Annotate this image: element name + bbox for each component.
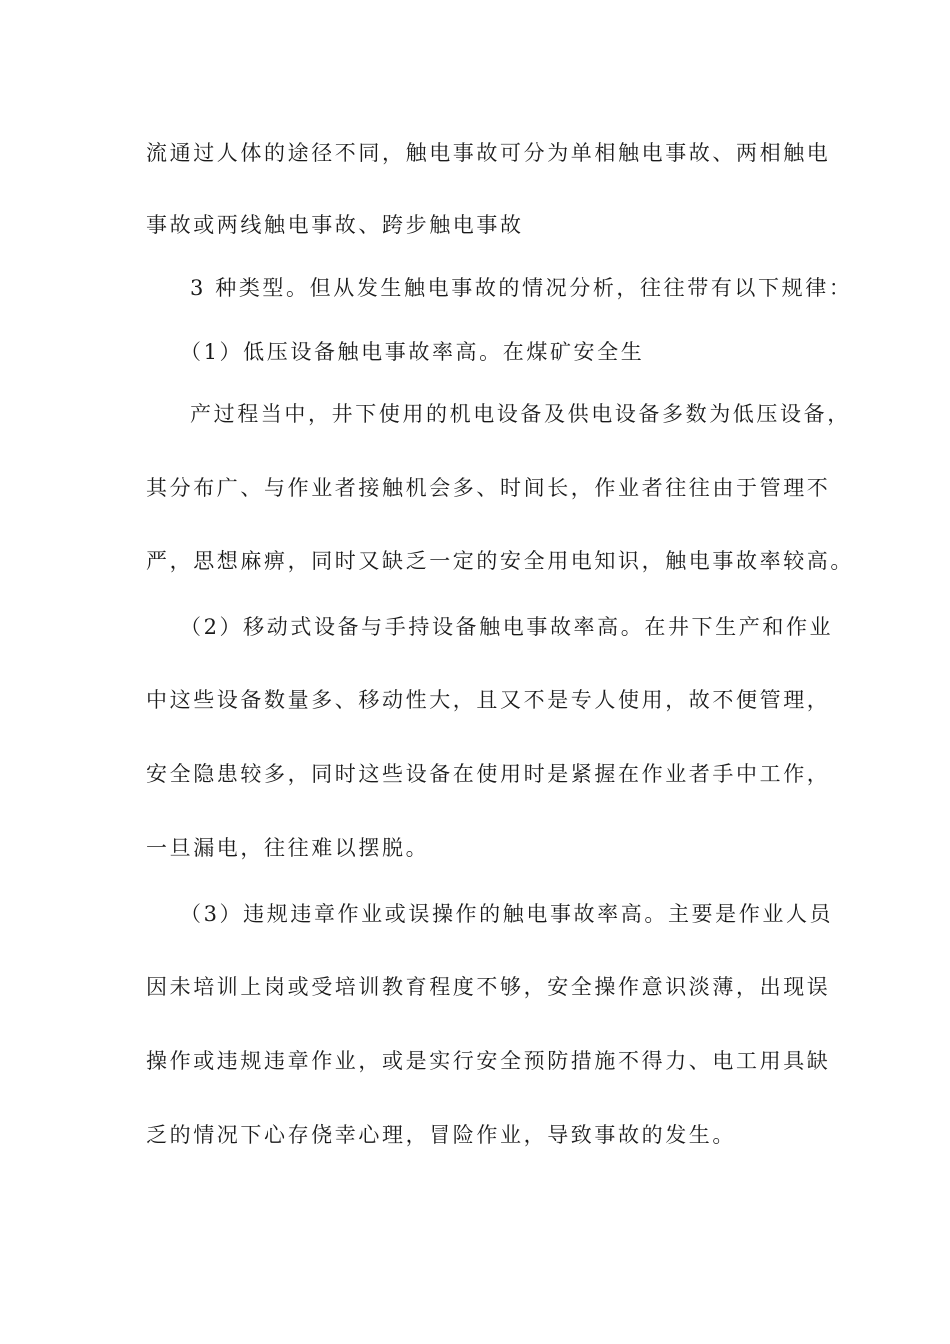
text-line-8: （2）移动式设备与手持设备触电事故率高。在井下生产和作业 (180, 615, 834, 639)
text-line-10: 安全隐患较多，同时这些设备在使用时是紧握在作业者手中工作， (146, 762, 831, 786)
text-line-6: 其分布广、与作业者接触机会多、时间长，作业者往往由于管理不 (146, 476, 831, 500)
text-line-7: 严，思想麻痹，同时又缺乏一定的安全用电知识，触电事故率较高。 (146, 549, 854, 573)
text-line-3: 3 种类型。但从发生触电事故的情况分析，往往带有以下规律： (190, 276, 853, 300)
text-line-11: 一旦漏电，往往难以摆脱。 (146, 836, 430, 860)
text-line-2: 事故或两线触电事故、跨步触电事故 (146, 213, 524, 237)
text-line-4: （1）低压设备触电事故率高。在煤矿安全生 (180, 340, 645, 364)
text-line-15: 乏的情况下心存侥幸心理，冒险作业，导致事故的发生。 (146, 1123, 736, 1147)
text-line-14: 操作或违规违章作业，或是实行安全预防措施不得力、电工用具缺 (146, 1049, 831, 1073)
text-line-13: 因未培训上岗或受培训教育程度不够，安全操作意识淡薄，出现误 (146, 975, 831, 999)
text-line-12: （3）违规违章作业或误操作的触电事故率高。主要是作业人员 (180, 902, 834, 926)
text-line-9: 中这些设备数量多、移动性大，且又不是专人使用，故不便管理， (146, 688, 831, 712)
text-line-5: 产过程当中，井下使用的机电设备及供电设备多数为低压设备， (190, 402, 851, 426)
text-line-1: 流通过人体的途径不同，触电事故可分为单相触电事故、两相触电 (146, 141, 831, 165)
